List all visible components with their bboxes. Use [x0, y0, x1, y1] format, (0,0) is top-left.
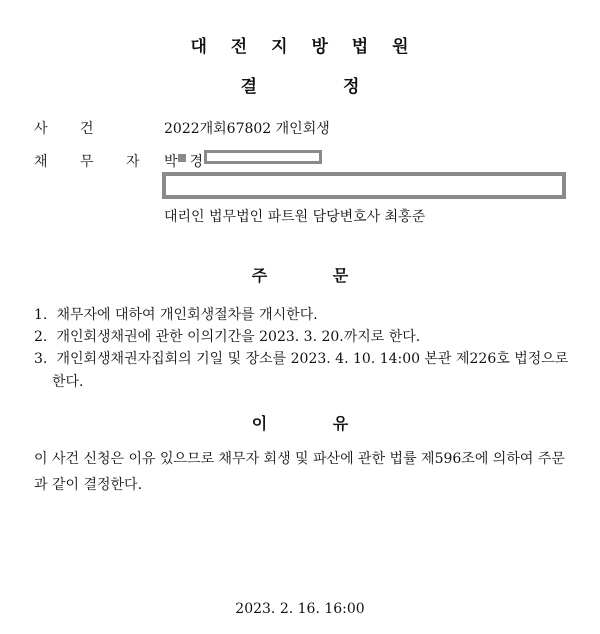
- debtor-label: 채 무 자: [34, 154, 140, 170]
- debtor-name-part2: 경: [189, 154, 204, 170]
- order-item-2: [34, 326, 420, 346]
- redaction-box-address: [162, 172, 566, 199]
- order-item-number: 2.: [34, 329, 48, 345]
- reason-text: 이 사건 신청은 이유 있으므로 채무자 회생 및 파산에 관한 법률 제596조에 의하여 주문과 같이 결정한다.: [34, 451, 565, 493]
- debtor-name-part1: 박: [164, 154, 178, 170]
- order-title: 주 문: [251, 266, 349, 285]
- case-label: 사 건: [34, 121, 94, 137]
- order-item-number: 1.: [34, 307, 48, 323]
- decision-date: 2023. 2. 16. 16:00: [235, 601, 365, 617]
- court-name: 대 전 지 방 법 원: [190, 37, 410, 57]
- order-item-3-continuation: 한다.: [52, 374, 84, 390]
- reason-title: 이 유: [251, 414, 349, 433]
- case-value: 2022개회67802 개인회생: [164, 121, 330, 137]
- order-item-number: 3.: [34, 351, 48, 367]
- order-item-1: [34, 304, 318, 324]
- document-type: 결 정: [240, 77, 360, 97]
- order-item-3: [34, 348, 568, 368]
- redaction-box-debtor-id: [204, 150, 322, 164]
- order-item-text: 개인회생채권에 관한 이의기간을 2023. 3. 20.까지로 한다.: [56, 329, 421, 345]
- agent-text: 대리인 법무법인 파트원 담당변호사 최홍준: [164, 209, 426, 225]
- order-item-text: 채무자에 대하여 개인회생절차를 개시한다.: [56, 307, 318, 323]
- redaction-mark-small: [178, 154, 186, 162]
- order-item-text: 개인회생채권자집회의 기일 및 장소를 2023. 4. 10. 14:00 본관 제226호 법정으로: [56, 351, 569, 367]
